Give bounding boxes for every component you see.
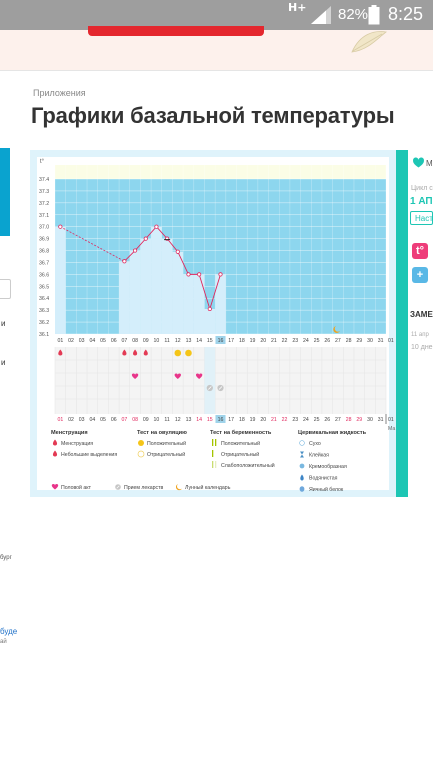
x-tick-label[interactable]: 29 [356,338,363,344]
plot-top-band [55,165,386,179]
ovulation-positive-icon [185,350,192,357]
legend-item-cervical: Клейкая [309,452,329,459]
legend-pregnancy-icon [212,439,213,446]
bottom-day-label[interactable]: 31 [377,417,384,423]
temperature-chart[interactable] [37,157,396,493]
y-tick-label: 36.5 [39,284,50,291]
x-tick-label[interactable]: 18 [238,338,245,344]
legend-title-menstruation: Менструация [51,430,88,436]
temperature-bar [151,227,162,334]
legend-pregnancy-icon [215,461,216,468]
temperature-bar [55,227,66,334]
bottom-day-label[interactable]: 30 [367,417,373,423]
left-link-fragment[interactable]: буде [0,627,18,636]
side-notes-title: ЗАМЕ [410,310,433,319]
temperature-bar [194,274,205,334]
bottom-day-label[interactable]: 07 [121,417,128,423]
legend-item-pregnancy: Положительный [221,441,261,447]
temperature-bar [204,309,215,334]
header-divider [0,70,433,71]
side-cycle-date: 1 АП [410,196,433,207]
legend-creamy-icon [300,464,305,469]
bottom-day-label[interactable]: 11 [164,417,170,423]
legend-title-pregnancy: Тест на беременность [210,430,272,436]
y-tick-label: 36.9 [39,236,50,243]
legend-moon-icon [176,484,182,490]
y-tick-label: 37.0 [39,224,50,231]
bbt-chart-widget [30,150,396,497]
temperature-point[interactable] [144,237,147,240]
y-tick-label: 37.3 [39,188,50,195]
bottom-day-label[interactable]: 10 [153,417,160,423]
x-tick-label[interactable]: 07 [121,338,128,344]
x-tick-label[interactable]: 08 [132,338,138,344]
y-tick-label: 37.4 [39,177,50,183]
decor-leaf-icon [350,28,390,58]
left-text-fragment: и [1,319,6,328]
x-tick-label[interactable]: 24 [303,338,309,344]
y-tick-label: 36.4 [39,296,50,303]
battery-percent: 82% [338,6,369,23]
x-tick-label[interactable]: 02 [68,338,74,344]
x-tick-label[interactable]: 17 [228,338,235,344]
x-tick-label[interactable]: 28 [345,338,352,344]
legend-item-pregnancy: Отрицательный [221,452,260,458]
y-tick-label: 37.1 [39,212,50,219]
legend-item-moon: Лунный календарь [185,485,231,491]
y-tick-label: 36.3 [39,308,50,315]
bottom-day-label[interactable]: 14 [196,417,203,423]
bottom-day-label[interactable]: 25 [313,417,320,423]
temperature-bar [119,261,130,334]
battery-icon [368,5,380,25]
legend-item-pregnancy: Слабоположительный [221,463,275,469]
y-tick-label: 36.6 [39,272,50,279]
x-tick-label[interactable]: 21 [270,338,277,344]
bottom-day-label[interactable]: 09 [142,417,149,423]
y-tick-label: 36.7 [39,260,50,267]
temperature-point[interactable] [197,273,200,276]
bottom-day-label[interactable]: 03 [78,417,85,423]
legend-item-cervical: Сухо [309,441,321,447]
legend-item-cervical: Кремообразная [309,464,347,470]
temperature-bar [215,274,226,334]
x-tick-label[interactable]: 26 [324,338,331,344]
legend-spotting-icon [53,451,57,457]
bottom-day-label[interactable]: 26 [324,417,331,423]
x-tick-label-next: 01 [388,338,394,344]
left-panel-strip [0,148,10,236]
ovulation-positive-icon [174,350,181,357]
bottom-day-label[interactable]: 18 [238,417,245,423]
x-tick-label[interactable]: 31 [377,338,384,344]
left-text-fragment: и [1,358,6,367]
legend-item-intercourse: Половой акт [61,485,91,491]
x-tick-label[interactable]: 10 [153,338,160,344]
y-tick-label: 37.2 [39,200,50,207]
side-note-date: 11 апр [411,332,429,338]
legend-menstruation-icon [53,440,57,446]
x-tick-label[interactable]: 06 [110,338,117,344]
bottom-day-label[interactable]: 01 [57,417,64,423]
side-panel-m: М [426,159,433,168]
heart-icon [413,158,424,168]
left-text-fragment: ай [0,639,7,645]
temperature-point[interactable] [187,273,190,276]
x-tick-label[interactable]: 20 [260,338,267,344]
x-tick-label[interactable]: 22 [281,338,288,344]
legend-item-ovulation: Положительный [147,441,187,447]
x-tick-label[interactable]: 30 [367,338,373,344]
legend-pregnancy-icon [215,439,216,446]
bottom-day-label[interactable]: 02 [68,417,74,423]
bottom-day-label[interactable]: 08 [132,417,138,423]
network-type: H+ [288,1,307,14]
signal-icon [311,6,331,24]
left-input-field[interactable] [0,279,11,299]
bottom-day-label[interactable]: 04 [89,417,96,423]
bottom-day-label[interactable]: 19 [249,417,256,423]
bottom-day-label[interactable]: 13 [185,417,192,423]
temperature-point[interactable] [176,250,179,253]
bottom-day-label[interactable]: 12 [174,417,181,423]
current-day-column [204,347,215,414]
legend-item-ovulation: Отрицательный [147,452,186,458]
x-tick-label[interactable]: 23 [292,338,299,344]
x-tick-label[interactable]: 05 [100,338,106,344]
x-tick-label[interactable]: 11 [164,338,170,344]
temperature-point[interactable] [155,225,158,228]
legend-ovulation-positive-icon [138,440,144,446]
bottom-day-label[interactable]: 17 [228,417,235,423]
x-tick-label[interactable]: 13 [185,338,192,344]
legend-intercourse-icon [52,484,58,490]
legend-item-medication: Прием лекарств [124,485,164,491]
bottom-day-label[interactable]: 22 [281,417,288,423]
temperature-bar [183,274,194,334]
bottom-day-label[interactable]: 20 [260,417,267,423]
bottom-day-label[interactable]: 27 [335,417,341,423]
legend-watery-icon [300,475,303,481]
temperature-bar [130,251,141,334]
bottom-day-label[interactable]: 16 [217,417,224,423]
clock: 8:25 [388,4,424,24]
legend-dry-icon [300,441,305,446]
bottom-day-label[interactable]: 15 [206,417,213,423]
x-tick-label[interactable]: 12 [174,338,181,344]
legend-sticky-icon [300,452,304,458]
legend-title-ovulation: Тест на овуляцию [137,430,187,436]
x-tick-label[interactable]: 14 [196,338,203,344]
x-tick-label[interactable]: 15 [206,338,213,344]
legend-item-cervical: Яичный белок [309,487,344,493]
x-tick-label[interactable]: 25 [313,338,320,344]
side-cycle-label: Цикл с [411,185,433,192]
temperature-point[interactable] [133,249,136,252]
bottom-day-label[interactable]: 29 [356,417,363,423]
y-tick-label: 36.8 [39,248,50,255]
x-tick-label[interactable]: 16 [217,338,224,344]
temperature-point[interactable] [219,273,222,276]
bottom-day-label[interactable]: 28 [345,417,352,423]
x-tick-label[interactable]: 27 [335,338,341,344]
temperature-bar [140,239,151,334]
temperature-point[interactable] [59,225,62,228]
bottom-day-label[interactable]: 23 [292,417,299,423]
temperature-point[interactable] [208,307,211,310]
breadcrumb[interactable]: Приложения [33,88,86,98]
side-panel-arrow [396,186,403,200]
legend-pregnancy-icon [212,450,213,457]
top-banner [0,30,433,70]
legend-pregnancy-icon [212,461,213,468]
bottom-day-label[interactable]: 24 [303,417,309,423]
legend-ovulation-negative-icon [138,451,144,457]
page-title: Графики базальной температуры [31,103,395,128]
temperature-point[interactable] [123,260,126,263]
legend-item-menstruation: Менструация [61,441,94,447]
bottom-day-label-next: 01 [388,417,394,423]
add-plus-button[interactable]: + [412,267,428,283]
x-tick-label[interactable]: 03 [78,338,85,344]
y-tick-label: 36.1 [39,332,50,338]
bottom-day-label[interactable]: 05 [100,417,106,423]
legend-item-cervical: Водянистая [309,475,338,482]
y-axis-unit: t° [40,159,45,165]
x-tick-label[interactable]: 04 [89,338,96,344]
bottom-day-label[interactable]: 06 [110,417,117,423]
x-tick-label[interactable]: 19 [249,338,256,344]
bottom-day-label[interactable]: 21 [270,417,277,423]
temperature-bar [172,252,183,334]
side-note-days: 10 дне [411,344,433,351]
y-tick-label: 36.2 [39,320,50,327]
bbt-chart-frame [37,157,396,493]
x-tick-label[interactable]: 01 [57,338,64,344]
temperature-bar [162,239,173,334]
header-red-button[interactable] [88,26,264,36]
add-temperature-button[interactable]: t° [412,243,428,259]
x-tick-label[interactable]: 09 [142,338,149,344]
legend-item-menstruation: Небольшие выделения [61,452,118,458]
legend-eggwhite-icon [300,486,305,492]
legend-title-cervical: Цервикальная жидкость [298,430,367,436]
events-area [55,347,386,414]
side-settings-button[interactable]: Наст [410,211,433,225]
next-month-label: Ма [388,426,396,432]
left-text-fragment: бург [0,555,12,561]
